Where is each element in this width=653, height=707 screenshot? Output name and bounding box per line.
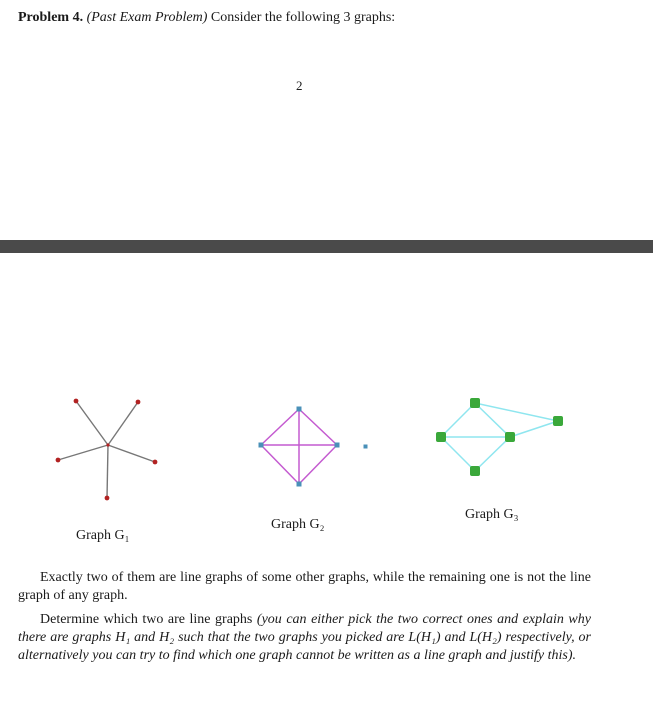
g1-edge xyxy=(58,445,108,460)
caption-graph-g2: Graph G₂ xyxy=(271,517,325,532)
g1-node xyxy=(106,443,109,446)
g3-node xyxy=(553,416,563,426)
page-bottom xyxy=(0,253,653,707)
problem-header xyxy=(18,10,395,26)
g2-node xyxy=(259,443,264,448)
problem-intro: Consider the following 3 graphs: xyxy=(210,10,396,25)
g1-node xyxy=(136,400,141,405)
g2-edge xyxy=(261,445,299,484)
g1-node xyxy=(56,458,61,463)
g3-edge xyxy=(441,403,475,437)
task-lead: Determine which two are line graphs xyxy=(40,612,253,627)
g3-node xyxy=(505,432,515,442)
caption-graph-g3: Graph G₃ xyxy=(465,507,519,522)
g1-node xyxy=(153,460,158,465)
g3-edge xyxy=(475,437,510,471)
graph-g1 xyxy=(56,399,158,501)
g3-edge xyxy=(475,403,558,421)
g3-node xyxy=(470,398,480,408)
page-top xyxy=(0,0,653,240)
g1-edge xyxy=(76,401,108,445)
task-body: (you can either pick the two correct ones and explain why there are graphs H₁ and H₂ such that the two graphs you picked are L(H₁) and L(H₂) respectively, or alternatively you can try to find which one graph cannot be written as a line graph and justify this). xyxy=(18,612,591,663)
g2-edge xyxy=(299,445,337,484)
graphs-figure xyxy=(0,253,653,553)
paragraph-task xyxy=(18,611,591,665)
g3-node xyxy=(436,432,446,442)
g2-edge xyxy=(299,409,337,445)
g3-node xyxy=(470,466,480,476)
g3-edge xyxy=(475,403,510,437)
graph-g2 xyxy=(259,407,368,487)
g2-edge xyxy=(261,409,299,445)
g2-node xyxy=(335,443,340,448)
caption-graph-g1: Graph G₁ xyxy=(76,528,130,543)
g3-edge xyxy=(510,421,558,437)
problem-label: Problem 4. xyxy=(18,10,84,25)
g1-edge xyxy=(108,445,155,462)
g1-node xyxy=(105,496,110,501)
page-number: 2 xyxy=(296,78,303,93)
graph-g3 xyxy=(436,398,563,476)
page-separator xyxy=(0,240,653,253)
g3-edge xyxy=(441,437,475,471)
g1-node xyxy=(74,399,79,404)
g2-node xyxy=(297,407,302,412)
problem-source: (Past Exam Problem) xyxy=(86,10,208,25)
paragraph-statement: Exactly two of them are line graphs of some other graphs, while the remaining one is not the line graph of any graph. xyxy=(18,570,591,603)
g2-node xyxy=(364,445,368,449)
g2-node xyxy=(297,482,302,487)
g1-edge xyxy=(108,402,138,445)
g1-edge xyxy=(107,445,108,498)
